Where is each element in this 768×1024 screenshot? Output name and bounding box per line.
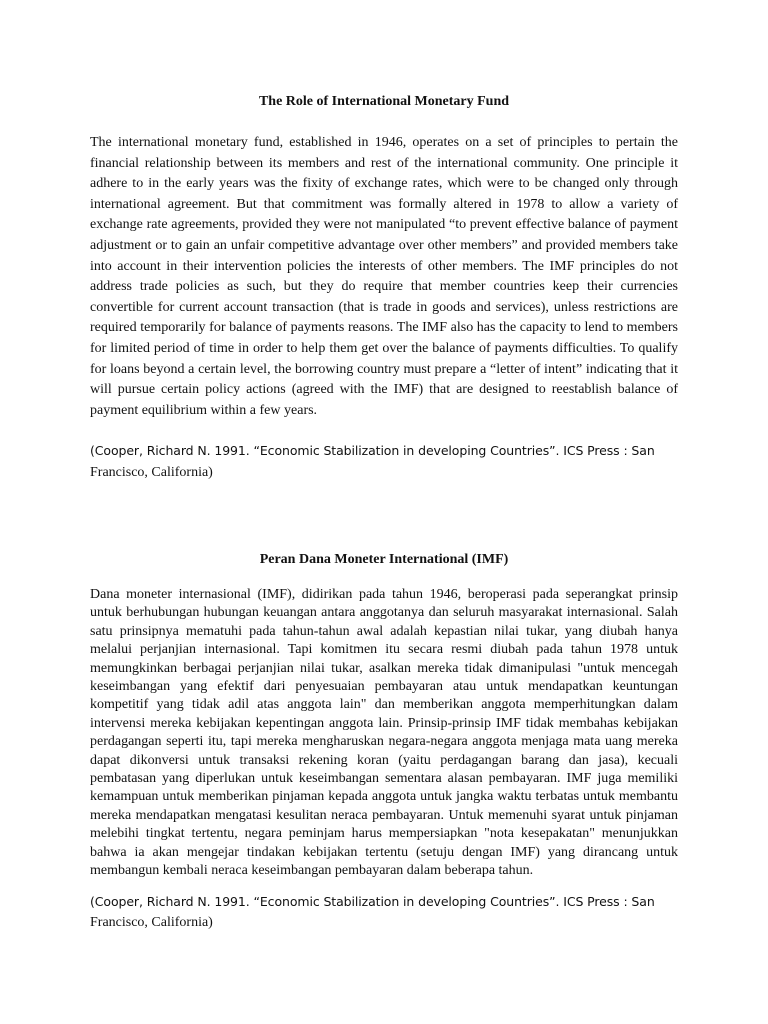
indonesian-citation-main: (Cooper, Richard N. 1991. “Economic Stabilization in developing Countries”. ICS Press : San [90, 894, 655, 909]
english-body-paragraph: The international monetary fund, established in 1946, operates on a set of principles to pertain the financial relationship between its members and rest of the international community. One principle it adhere to in the early years was the fixity of exchange rates, which were to be changed only through international agreement. But that commitment was formally altered in 1978 to allow a variety of exchange rate agreements, provided they were not manipulated “to prevent effective balance of payment adjustment or to gain an unfair competitive advantage over other members” and provided members take into account in their intervention policies the interests of other members. The IMF principles do not address trade policies as such, but they do require that member countries keep their currencies convertible for current account transaction (that is trade in goods and services), unless restrictions are required temporarily for balance of payments reasons. The IMF also has the capacity to lend to members for limited period of time in order to help them get over the balance of payments difficulties. To qualify for loans beyond a certain level, the borrowing country must prepare a “letter of intent” indicating that it will pursue certain policy actions (agreed with the IMF) that are designed to reestablish balance of payment equilibrium within a few years. [90, 135, 678, 418]
indonesian-citation-rest: Francisco, California) [90, 915, 213, 930]
english-citation-rest: Francisco, California) [90, 464, 213, 480]
english-citation [90, 441, 678, 483]
indonesian-citation [90, 892, 678, 933]
english-citation-main: (Cooper, Richard N. 1991. “Economic Stabilization in developing Countries”. ICS Press : San [90, 443, 655, 458]
english-section-title: The Role of International Monetary Fund [258, 94, 510, 109]
indonesian-section-title: Peran Dana Moneter International (IMF) [259, 552, 509, 567]
indonesian-body-paragraph: Dana moneter internasional (IMF), didirikan pada tahun 1946, beroperasi pada seperangkat prinsip untuk berhubungan hubungan keuangan antara anggotanya dan seluruh masyarakat internasional. Salah satu prinsipnya mematuhi pada tahun-tahun awal adalah kepastian nilai tukar, yang diubah hanya melalui perjanjian internasional. Tapi komitmen itu secara resmi diubah pada tahun 1978 untuk memungkinkan berbagai perjanjian nilai tukar, asalkan mereka tidak dimanipulasi "untuk mencegah keseimbangan yang efektif dari penyesuaian pembayaran atau untuk mendapatkan keuntungan kompetitif yang tidak adil atas anggota lain" dan memberikan anggota memperhitungkan dalam intervensi mereka kebijakan kepentingan anggota lain. Prinsip-prinsip IMF tidak membahas kebijakan perdagangan seperti itu, tapi mereka mengharuskan negara-negara anggota menjaga mata uang mereka dapat dikonversi untuk transaksi rekening koran (yaitu perdagangan barang dan jasa), kecuali pembatasan yang diperlukan untuk keseimbangan sementara alasan pembayaran. IMF juga memiliki kemampuan untuk memberikan pinjaman kepada anggota untuk jangka waktu terbatas untuk membantu mereka mendapatkan mengatasi kesulitan neraca pembayaran. Untuk memenuhi syarat untuk pinjaman melebihi tingkat tertentu, negara peminjam harus mempersiapkan "nota kesepakatan" menunjukkan bahwa ia akan mengejar tindakan kebijakan tertentu (setuju dengan IMF) yang dirancang untuk membangun kembali neraca keseimbangan pembayaran dalam beberapa tahun. [90, 587, 678, 879]
